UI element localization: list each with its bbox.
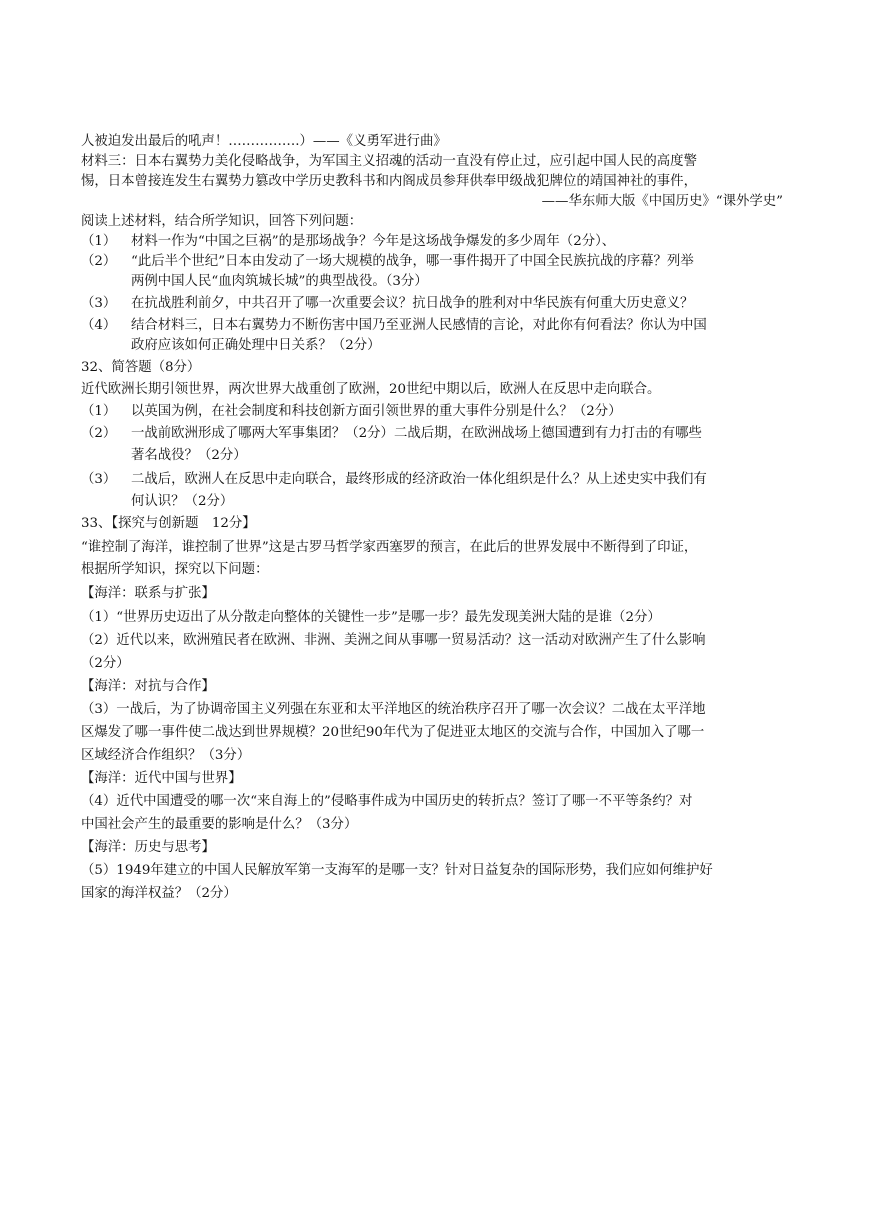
q33-item-1: （1）“世界历史迈出了从分散走向整体的关键性一步”是哪一步？最先发现美洲大陆的是谁（2分） [81, 610, 661, 625]
q32-item-1 [81, 402, 793, 422]
q33-section-heading: 【海洋：历史与思考】 [81, 840, 215, 855]
q32-item-3 [81, 470, 793, 490]
item-text: 以英国为例，在社会制度和科技创新方面引领世界的重大事件分别是什么？（2分） [131, 404, 622, 419]
item-number: （2） [81, 254, 117, 269]
q33-item-5-cont: 国家的海洋权益？（2分） [81, 886, 237, 901]
q33-item-3: （3）一战后，为了协调帝国主义列强在东亚和太平洋地区的统治秩序召开了哪一次会议？二战在太平洋地 [81, 702, 706, 717]
material-three-line-2: 惕，日本曾接连发生右翼势力篡改中学历史教科书和内阁成员参拜供奉甲级战犯牌位的靖国神社的事件， [81, 174, 697, 189]
q33-item-4-cont: 中国社会产生的最重要的影响是什么？（3分） [81, 817, 358, 832]
q32-title: 32、简答题（8分） [81, 360, 201, 375]
q33-intro: “谁控制了海洋，谁控制了世界”这是古罗马哲学家西塞罗的预言，在此后的世界发展中不断得到了印证， [81, 540, 698, 555]
item-text: “此后半个世纪”日本由发动了一场大规模的战争，哪一事件揭开了中国全民族抗战的序幕？列举 [131, 254, 694, 269]
q31-item-2-cont: 两例中国人民“血肉筑城长城”的典型战役。（3分） [131, 274, 428, 289]
q33-item-5: （5）1949年建立的中国人民解放军第一支海军的是哪一支？针对日益复杂的国际形势，我们应如何维护好 [81, 863, 713, 878]
item-number: （3） [81, 472, 117, 487]
q32-item-3-cont: 何认识？（2分） [131, 494, 234, 509]
material-three-line-1: 材料三：日本右翼势力美化侵略战争，为军国主义招魂的活动一直没有停止过，应引起中国人民的高度警 [81, 154, 697, 169]
item-text: 在抗战胜利前夕，中共召开了哪一次重要会议？抗日战争的胜利对中华民族有何重大历史意义？ [131, 296, 694, 311]
q33-section-heading: 【海洋：近代中国与世界】 [81, 771, 242, 786]
q31-item-2 [81, 252, 793, 272]
instructions: 阅读上述材料，结合所学知识，回答下列问题： [81, 214, 363, 229]
q31-item-4-cont: 政府应该如何正确处理中日关系？（2分） [131, 338, 381, 353]
q33-item-3-cont: 区域经济合作组织？（3分） [81, 748, 251, 763]
q32-intro: 近代欧洲长期引领世界，两次世界大战重创了欧洲，20世纪中期以后，欧洲人在反思中走向联合。 [81, 382, 661, 397]
item-number: （2） [81, 426, 117, 441]
q32-item-2-cont: 著名战役？（2分） [131, 448, 247, 463]
item-text: 一战前欧洲形成了哪两大军事集团？（2分）二战后期，在欧洲战场上德国遭到有力打击的有哪些 [131, 426, 702, 441]
item-text: 结合材料三，日本右翼势力不断伤害中国乃至亚洲人民感情的言论，对此你有何看法？你认为中国 [131, 318, 707, 333]
item-number: （1） [81, 404, 117, 419]
q33-section-heading: 【海洋：联系与扩张】 [81, 586, 215, 601]
q33-item-4: （4）近代中国遭受的哪一次“来自海上的”侵略事件成为中国历史的转折点？签订了哪一不平等条约？对 [81, 794, 693, 809]
q32-item-2 [81, 424, 793, 444]
item-text: 二战后，欧洲人在反思中走向联合，最终形成的经济政治一体化组织是什么？从上述史实中我们有 [131, 472, 707, 487]
q33-item-2-cont: （2分） [81, 656, 130, 671]
q33-item-3-cont: 区爆发了哪一事件使二战达到世界规模？20世纪90年代为了促进亚太地区的交流与合作，中国加入了哪一 [81, 725, 705, 740]
lyrics-line: 人被迫发出最后的吼声！…………….）——《义勇军进行曲》 [81, 134, 447, 149]
material-three-source: ——华东师大版《中国历史》“课外学史” [541, 194, 783, 209]
q33-section-heading: 【海洋：对抗与合作】 [81, 679, 215, 694]
item-number: （4） [81, 318, 117, 333]
q31-item-1 [81, 232, 793, 252]
item-number: （1） [81, 234, 117, 249]
item-text: 材料一作为“中国之巨祸”的是那场战争？今年是这场战争爆发的多少周年（2分）、 [131, 234, 616, 249]
q33-item-2: （2）近代以来，欧洲殖民者在欧洲、非洲、美洲之间从事哪一贸易活动？这一活动对欧洲产生了什么影响 [81, 633, 706, 648]
q33-intro-cont: 根据所学知识，探究以下问题： [81, 562, 269, 577]
q33-title: 33、【探究与创新题 12分】 [81, 516, 256, 531]
q31-item-4 [81, 316, 793, 336]
item-number: （3） [81, 296, 117, 311]
q31-item-3 [81, 294, 793, 314]
